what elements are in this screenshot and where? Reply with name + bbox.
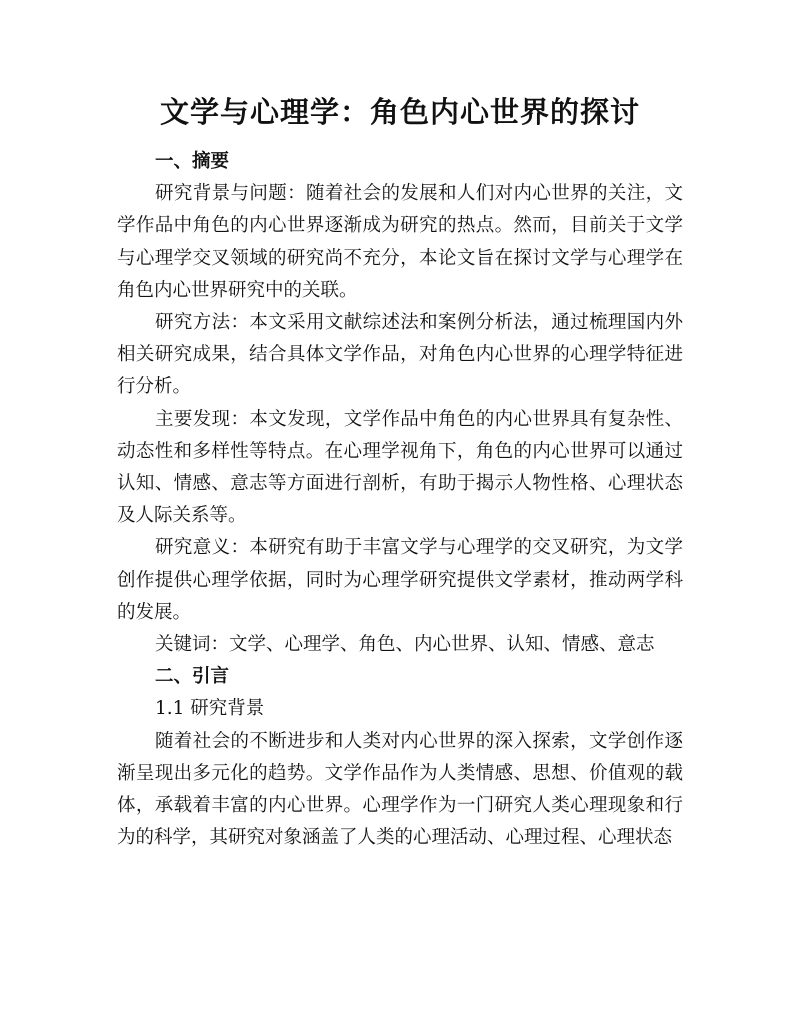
research-background-heading: 1.1 研究背景 [155,698,265,720]
abstract-background-paragraph: 研究背景与问题：随着社会的发展和人们对内心世界的关注，文学作品中角色的内心世界逐渐成为研究的热点。然而，目前关于文学与心理学交叉领域的研究尚不充分，本论文旨在探讨文学与心理学在角色内心世界研究中的关联。 [117,183,683,301]
abstract-heading: 一、摘要 [155,151,230,172]
abstract-significance-paragraph: 研究意义：本研究有助于丰富文学与心理学的交叉研究，为文学创作提供心理学依据，同时为心理学研究提供文学素材，推动两学科的发展。 [117,537,683,623]
abstract-method-paragraph: 研究方法：本文采用文献综述法和案例分析法，通过梳理国内外相关研究成果，结合具体文学作品，对角色内心世界的心理学特征进行分析。 [117,312,683,398]
document-title: 文学与心理学：角色内心世界的探讨 [159,95,640,129]
keywords-line: 关键词：文学、心理学、角色、内心世界、认知、情感、意志 [155,634,655,656]
document-body [117,146,683,854]
introduction-heading: 二、引言 [155,666,230,688]
abstract-findings-paragraph: 主要发现：本文发现，文学作品中角色的内心世界具有复杂性、动态性和多样性等特点。在心理学视角下，角色的内心世界可以通过认知、情感、意志等方面进行剖析，有助于揭示人物性格、心理状态及人际关系等。 [117,408,683,527]
introduction-paragraph: 随着社会的不断进步和人类对内心世界的深入探索，文学创作逐渐呈现出多元化的趋势。文学作品作为人类情感、思想、价值观的载体，承载着丰富的内心世界。心理学作为一门研究人类心理现象和行为的科学，其研究对象涵盖了人类的心理活动、心理过程、心理状态 [117,730,683,849]
